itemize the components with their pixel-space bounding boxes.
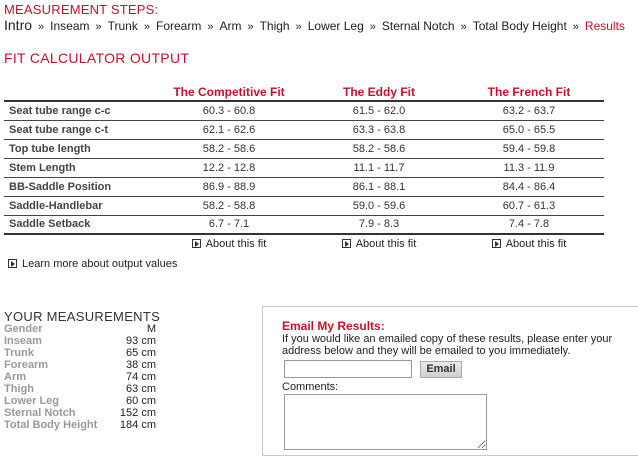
row-label: Seat tube range c-t [4, 120, 154, 139]
cell-value: 11.1 - 11.7 [304, 158, 454, 177]
cell-value: 58.2 - 58.6 [304, 139, 454, 158]
step-inseam[interactable]: Inseam [50, 19, 90, 33]
cell-value: 86.1 - 88.1 [304, 177, 454, 196]
cell-value: 58.2 - 58.8 [154, 196, 304, 215]
measurement-label: Total Body Height [4, 419, 98, 431]
row-label: Saddle Setback [4, 215, 154, 234]
measurement-value: 152 cm [119, 407, 156, 419]
table-row [4, 196, 604, 215]
column-header-competitive-fit: The Competitive Fit [173, 85, 285, 99]
row-label: Stem Length [4, 158, 154, 177]
about-row [4, 234, 604, 252]
table-row [4, 158, 604, 177]
cell-value: 58.2 - 58.6 [154, 139, 304, 158]
about-link-label: About this fit [505, 237, 567, 250]
measurement-steps-title: MEASUREMENT STEPS: [4, 2, 159, 17]
arrow-box-icon [192, 239, 201, 248]
cell-value: 86.9 - 88.9 [154, 177, 304, 196]
measurements-list [4, 323, 156, 431]
breadcrumb-separator: » [143, 21, 150, 33]
measurement-value: 93 cm [126, 335, 156, 347]
cell-value: 63.3 - 63.8 [304, 120, 454, 139]
arrow-box-icon [8, 259, 17, 268]
step-trunk[interactable]: Trunk [107, 19, 138, 33]
measurement-value: 74 cm [126, 371, 156, 383]
step-forearm[interactable]: Forearm [155, 19, 202, 33]
step-thigh[interactable]: Thigh [259, 19, 290, 33]
list-item [4, 335, 156, 347]
list-item [4, 371, 156, 383]
breadcrumb-separator: » [38, 21, 45, 33]
row-label: Top tube length [4, 139, 154, 158]
list-item [4, 395, 156, 407]
learn-more-link[interactable] [8, 258, 177, 270]
measurement-value: 63 cm [126, 383, 156, 395]
measurement-label: Gender [4, 323, 43, 335]
measurement-steps-breadcrumb [4, 17, 625, 33]
list-item [4, 407, 156, 419]
row-label: Saddle-Handlebar [4, 196, 154, 215]
comments-label: Comments: [282, 381, 339, 393]
measurement-value: M [146, 323, 156, 335]
table-header-row [4, 84, 604, 101]
fit-calculator-output-title: FIT CALCULATOR OUTPUT [4, 50, 190, 66]
cell-value: 12.2 - 12.8 [154, 158, 304, 177]
list-item [4, 323, 156, 335]
table-row [4, 139, 604, 158]
breadcrumb-separator: » [295, 21, 302, 33]
cell-value: 62.1 - 62.6 [154, 120, 304, 139]
about-french-fit-link[interactable] [492, 238, 567, 250]
list-item [4, 347, 156, 359]
step-lower-leg[interactable]: Lower Leg [307, 19, 364, 33]
breadcrumb-separator: » [207, 21, 214, 33]
about-cell [304, 234, 454, 252]
about-competitive-fit-link[interactable] [192, 238, 267, 250]
table-row [4, 215, 604, 234]
cell-value: 61.5 - 62.0 [304, 101, 454, 120]
measurement-label: Forearm [4, 359, 49, 371]
measurement-value: 65 cm [126, 347, 156, 359]
measurement-label: Thigh [4, 383, 34, 395]
cell-value: 6.7 - 7.1 [154, 215, 304, 234]
learn-more-label: Learn more about output values [22, 258, 178, 270]
list-item [4, 359, 156, 371]
your-measurements-title: YOUR MEASUREMENTS [4, 309, 161, 324]
about-cell [454, 234, 604, 252]
cell-value: 59.4 - 59.8 [454, 139, 604, 158]
breadcrumb-separator: » [247, 21, 254, 33]
step-total-body-height[interactable]: Total Body Height [472, 19, 567, 33]
cell-value: 65.0 - 65.5 [454, 120, 604, 139]
about-eddy-fit-link[interactable] [342, 238, 417, 250]
step-results[interactable]: Results [584, 19, 625, 33]
measurement-label: Sternal Notch [4, 407, 76, 419]
email-results-description: If you would like an emailed copy of these results, please enter your address below and they will be emailed to you immediately. [282, 333, 613, 357]
row-label: Seat tube range c-c [4, 101, 154, 120]
cell-value: 63.2 - 63.7 [454, 101, 604, 120]
email-results-title: Email My Results: [282, 319, 385, 333]
measurement-value: 60 cm [126, 395, 156, 407]
step-intro[interactable]: Intro [4, 17, 33, 33]
list-item [4, 419, 156, 431]
measurement-label: Inseam [4, 335, 42, 347]
column-header-eddy-fit: The Eddy Fit [343, 85, 415, 99]
column-header-french-fit: The French Fit [487, 85, 571, 99]
email-button[interactable]: Email [420, 361, 462, 378]
arrow-box-icon [342, 239, 351, 248]
measurement-label: Arm [4, 371, 27, 383]
list-item [4, 383, 156, 395]
measurement-label: Trunk [4, 347, 34, 359]
cell-value: 11.3 - 11.9 [454, 158, 604, 177]
breadcrumb-separator: » [369, 21, 376, 33]
cell-value: 84.4 - 86.4 [454, 177, 604, 196]
arrow-box-icon [492, 239, 501, 248]
cell-value: 59.0 - 59.6 [304, 196, 454, 215]
fit-output-table [4, 84, 604, 252]
breadcrumb-separator: » [572, 21, 579, 33]
about-link-label: About this fit [205, 237, 267, 250]
cell-value: 7.9 - 8.3 [304, 215, 454, 234]
table-row [4, 177, 604, 196]
about-cell [154, 234, 304, 252]
cell-value: 60.3 - 60.8 [154, 101, 304, 120]
about-link-label: About this fit [355, 237, 417, 250]
about-blank [4, 234, 154, 252]
email-input[interactable] [284, 360, 412, 378]
row-label: BB-Saddle Position [4, 177, 154, 196]
cell-value: 7.4 - 7.8 [454, 215, 604, 234]
breadcrumb-separator: » [95, 21, 102, 33]
header-blank [4, 84, 154, 101]
email-results-panel [262, 306, 638, 456]
step-arm[interactable]: Arm [219, 19, 242, 33]
measurement-value: 184 cm [119, 419, 156, 431]
step-sternal-notch[interactable]: Sternal Notch [381, 19, 455, 33]
table-row [4, 101, 604, 120]
measurement-label: Lower Leg [4, 395, 60, 407]
measurement-value: 38 cm [126, 359, 156, 371]
table-row [4, 120, 604, 139]
comments-textarea[interactable] [284, 394, 487, 450]
cell-value: 60.7 - 61.3 [454, 196, 604, 215]
breadcrumb-separator: » [460, 21, 467, 33]
